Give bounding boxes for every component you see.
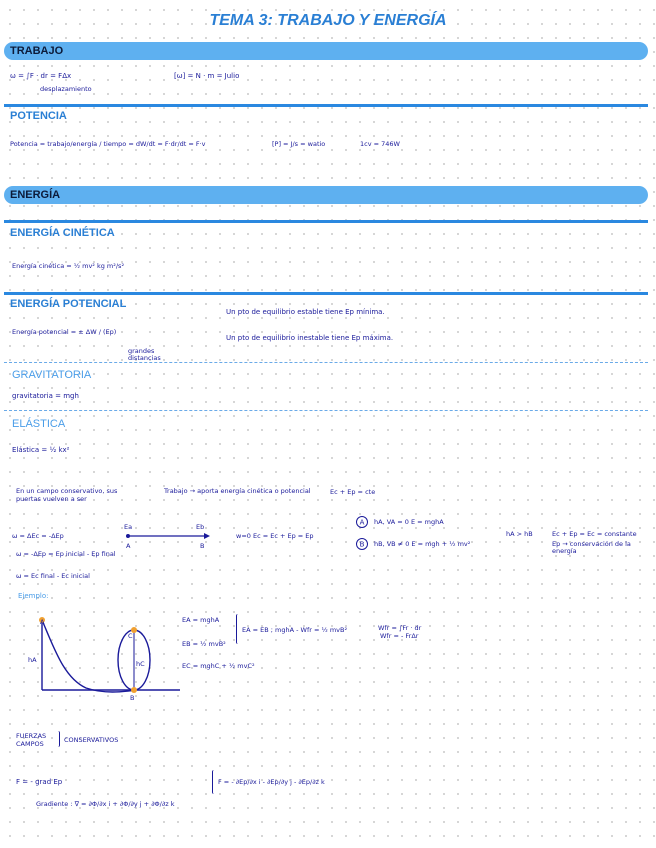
conservativos: CONSERVATIVOS: [64, 736, 119, 744]
trabajo-aporta-note: Trabajo → aporta energía cinética o potencial: [164, 487, 311, 495]
ejemplo-label: Ejemplo:: [18, 592, 49, 600]
loop-track-diagram: [24, 608, 194, 704]
ea-mgha: EA = mghA: [182, 616, 220, 624]
conservacion: Ec + Ep = Ec = constante: [552, 530, 637, 538]
divider: [4, 104, 648, 107]
wfr: Wfr = ∫Fr · dr: [378, 624, 422, 632]
section-header-energia: ENERGÍA: [4, 186, 648, 204]
potencia-formula: Potencia = trabajo/energía / tiempo = dW/dt = F·dr/dt = F·v: [10, 140, 206, 148]
label-ea: Ea: [124, 523, 133, 531]
brace-eq: EA = EB ; mghA - Wfr = ½ mvB²: [242, 626, 348, 634]
svg-text:B: B: [359, 540, 365, 549]
potencial-nota: grandes distancias: [128, 347, 161, 362]
equilibrio-inestable: Un pto de equilibrio inestable tiene Ep máxima.: [226, 334, 394, 342]
brace: [212, 770, 216, 794]
wfr2: Wfr = - FrΔr: [380, 632, 419, 640]
divider: [4, 220, 648, 223]
label-a: A: [126, 542, 131, 550]
trabajo-unidad: [ω] = N · m = Julio: [174, 72, 240, 80]
section-gravitatoria: GRAVITATORIA: [12, 369, 92, 381]
section-potencia: POTENCIA: [10, 110, 67, 122]
loop-label-b: B: [130, 694, 135, 702]
w-delta2: ω = -ΔEp = Ep inicial - Ep final: [16, 550, 116, 558]
gradiente: Gradiente : ∇ = ∂Φ/∂x i + ∂Φ/∂y j + ∂Φ/∂z k: [36, 800, 175, 808]
section-energia-potencial: ENERGÍA POTENCIAL: [10, 298, 127, 310]
divider-dashed: [4, 362, 648, 363]
gravitatoria-formula: gravitatoria = mgh: [12, 392, 79, 400]
brace: [56, 731, 60, 747]
label-b: B: [200, 542, 205, 550]
loop-label-c: C: [128, 632, 133, 640]
ec-mghc: EC = mghC + ½ mvC²: [182, 662, 255, 670]
page-title: TEMA 3: TRABAJO Y ENERGÍA: [209, 12, 447, 29]
grad-components: F = - ∂Ep/∂x i - ∂Ep/∂y j - ∂Ep/∂z k: [218, 778, 325, 786]
circled-letters: [354, 514, 370, 554]
elastica-formula: Elástica = ½ kx²: [12, 446, 70, 454]
conservacion2: Ep → conservación de la energía: [552, 540, 631, 555]
cinetica-formula: Energía cinética = ½ mv² kg m²/s²: [12, 262, 125, 270]
svg-text:A: A: [359, 518, 365, 527]
fuerzas: FUERZAS: [16, 732, 47, 740]
trabajo-formula: ω = ∫F · dr = FΔx: [10, 72, 72, 80]
eb-half: EB = ½ mvB²: [182, 640, 226, 648]
w-delta3: ω = Ec final - Ec inicial: [16, 572, 90, 580]
divider: [4, 292, 648, 295]
ab-arrow-diagram: [120, 524, 220, 548]
loop-label-ha: hA: [28, 656, 37, 664]
loop-label-hc: hC: [136, 660, 145, 668]
section-elastica: ELÁSTICA: [12, 418, 66, 430]
campo-conservativo-note: En un campo conservativo, sus puertas vuelven a ser: [16, 487, 118, 503]
potencial-formula: Energía potencial = ± ΔW / (Ep): [12, 328, 117, 336]
brace: [236, 614, 240, 644]
potencia-unidad: [P] = J/s = watio: [272, 140, 326, 148]
equilibrio-estable: Un pto de equilibrio estable tiene Ep mínima.: [226, 308, 385, 316]
section-header-trabajo: TRABAJO: [4, 42, 648, 60]
eq-ab: w=0 Ec = Ec + Ep = Ep: [236, 532, 314, 540]
divider-dashed: [4, 410, 648, 411]
trabajo-desplazamiento: desplazamiento: [40, 85, 92, 93]
case-b: hB, VB ≠ 0 E = mgh + ½ mv²: [374, 540, 471, 548]
w-delta: ω = ΔEc = -ΔEp: [12, 532, 64, 540]
campos: CAMPOS: [16, 740, 44, 748]
loop-label-a: A: [40, 618, 45, 626]
grad-ep: F = - grad Ep: [16, 778, 63, 786]
label-eb: Eb: [196, 523, 205, 531]
section-energia-cinetica: ENERGÍA CINÉTICA: [10, 227, 115, 239]
ec-ep-cte: Ec + Ep = cte: [330, 488, 376, 496]
ha-hb: hA > hB: [506, 530, 533, 538]
potencia-cv: 1cv = 746W: [360, 140, 400, 148]
case-a: hA, VA = 0 E = mghA: [374, 518, 444, 526]
